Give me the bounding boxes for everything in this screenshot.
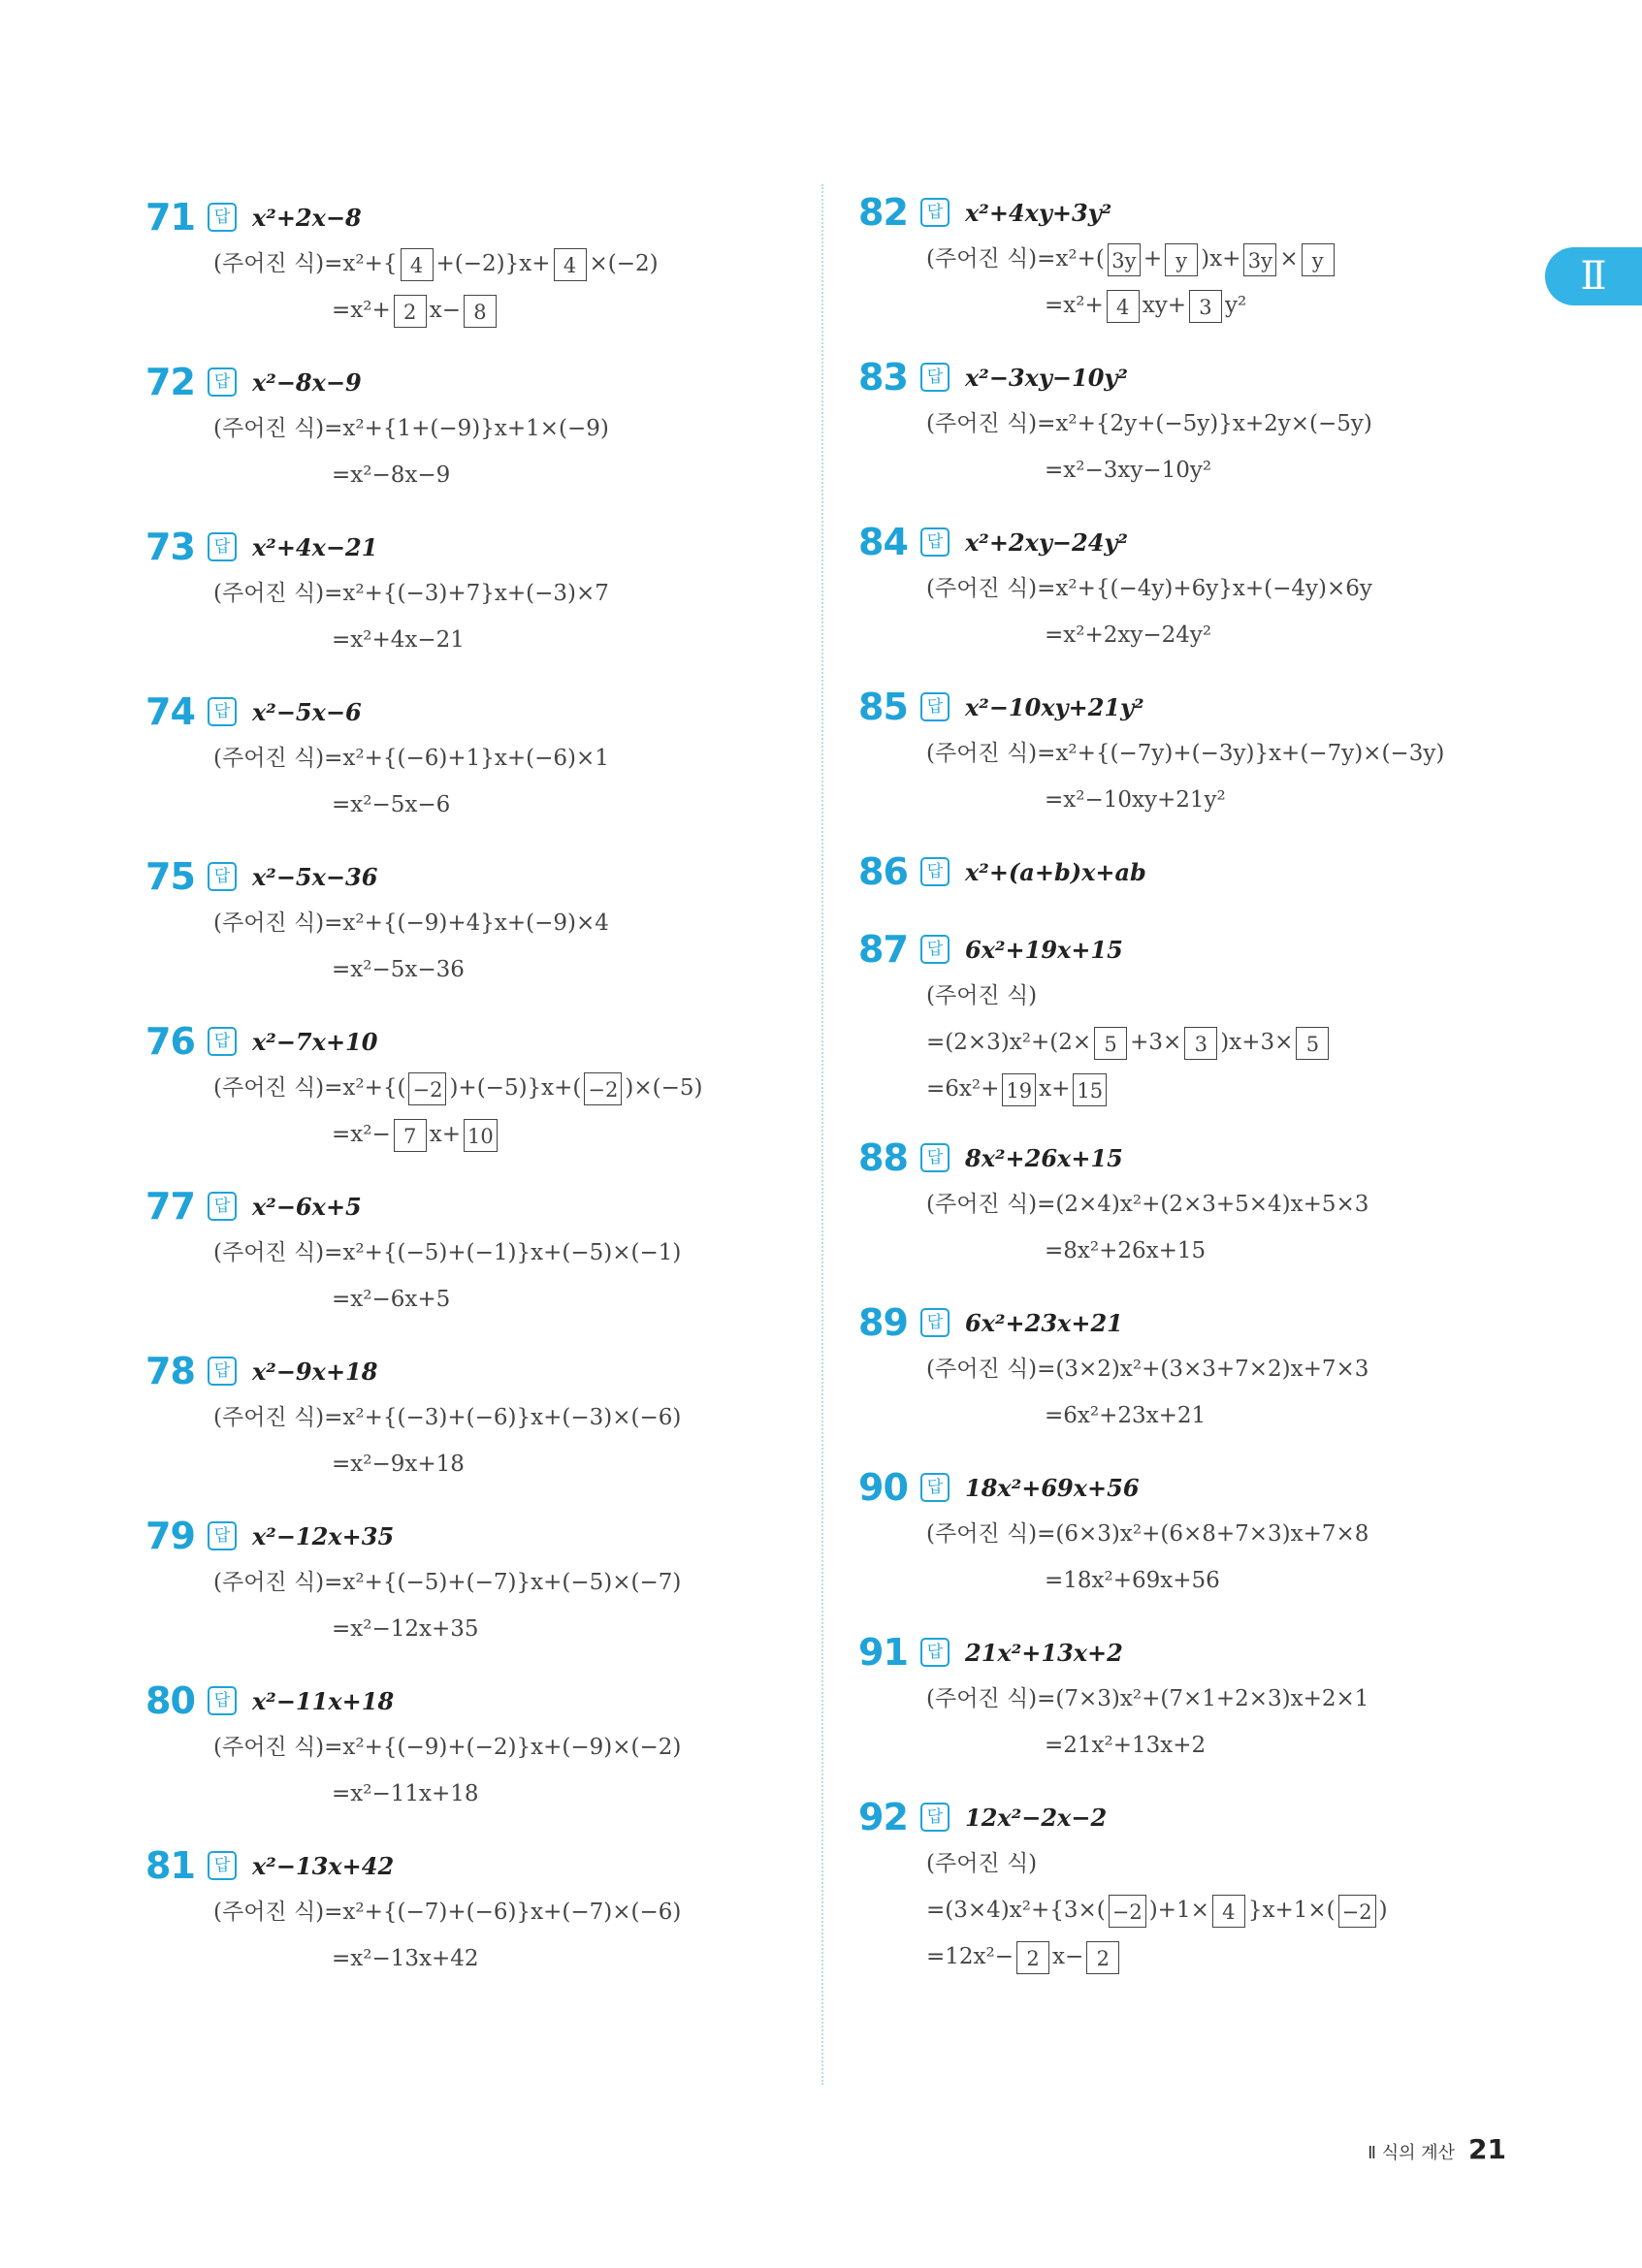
expression-text: =x²−10xy+21y² [1045,787,1226,813]
answer-text: 8x²+26x+15 [965,1143,1123,1172]
problem-number: 78 [145,1350,195,1392]
answer-text: x²+2x−8 [252,203,362,232]
solution-line [858,777,1557,823]
problem-header [858,1629,1557,1676]
answer-icon: 답 [920,363,950,392]
answer-box: 4 [1107,290,1140,323]
expression-text: =12x²− [926,1944,1014,1969]
problem-81 [145,1842,805,1982]
problem-82 [858,189,1557,329]
expression-text: (주어진 식)=(2×4)x²+(2×3+5×4)x+5×3 [926,1192,1369,1217]
expression-text: =x²−13x+42 [332,1946,479,1971]
answer-box: 8 [464,295,497,328]
expression-text: (주어진 식)=x²+{(−7)+(−6)}x+(−7)×(−6) [213,1900,682,1925]
answer-icon: 답 [208,1686,237,1715]
solution-line [858,1181,1557,1228]
expression-text: =x²+2xy−24y² [1045,623,1212,648]
solution-line [858,1676,1557,1722]
expression-text: )x+3× [1220,1030,1294,1055]
answer-text: x²−5x−36 [252,862,378,891]
problem-92 [858,1794,1557,1980]
answer-text: x²−8x−9 [252,367,362,397]
page-footer [1368,2133,1506,2165]
solution-line [145,782,805,828]
problem-header [145,688,805,735]
answer-text: 12x²−2x−2 [965,1803,1108,1832]
expression-text: (주어진 식)=x²+{ [213,251,398,276]
answer-icon: 답 [920,935,950,964]
answer-box: y [1302,243,1335,276]
answer-icon: 답 [208,1027,237,1056]
expression-text: =x²−6x+5 [332,1287,451,1312]
solution-line [858,1887,1557,1933]
problem-number: 83 [858,356,908,399]
problem-84 [858,519,1557,658]
expression-text: (주어진 식)=(6×3)x²+(6×8+7×3)x+7×8 [926,1521,1369,1547]
solution-line [858,1066,1557,1112]
expression-text: =x²+ [332,298,391,323]
expression-text: =x²−9x+18 [332,1452,465,1477]
solution-line [858,1392,1557,1439]
solution-line [145,1935,805,1982]
expression-text: =x²+4x−21 [332,627,465,653]
answer-icon: 답 [208,1192,237,1221]
problem-71 [145,194,805,334]
answer-box: 19 [1002,1073,1036,1106]
expression-text: x+ [1039,1076,1071,1102]
problem-number: 85 [858,686,908,728]
problem-78 [145,1348,805,1487]
expression-text: ) [1378,1898,1388,1923]
expression-text: }x+1×( [1247,1898,1336,1923]
solution-line [145,1771,805,1817]
answer-box: 7 [394,1119,427,1152]
solution-line [145,1065,805,1111]
expression-text: x− [429,298,461,323]
solution-line [858,1346,1557,1392]
solution-line [145,1394,805,1441]
answer-icon: 답 [920,1473,950,1502]
problem-number: 87 [858,928,908,971]
answer-box: 4 [401,248,434,281]
expression-text: )x+ [1201,246,1241,272]
problem-87 [858,926,1557,1112]
answer-icon: 답 [920,1803,950,1832]
problem-header [858,519,1557,565]
problem-90 [858,1464,1557,1604]
problem-number: 89 [858,1301,908,1344]
problem-number: 79 [145,1515,195,1557]
problem-74 [145,688,805,828]
solution-line [145,1889,805,1935]
expression-text: (주어진 식)=x²+{(−6)+1}x+(−6)×1 [213,746,609,771]
answer-icon: 답 [920,1143,950,1172]
solution-line [858,1511,1557,1557]
solution-line [145,1111,805,1158]
problem-header [858,1464,1557,1511]
problem-header [145,1677,805,1724]
problem-79 [145,1513,805,1652]
problem-85 [858,684,1557,823]
solution-line [145,735,805,782]
expression-text: =8x²+26x+15 [1045,1238,1207,1263]
answer-box: −2 [408,1072,446,1105]
problem-header [858,926,1557,973]
expression-text: =18x²+69x+56 [1045,1568,1220,1593]
problem-header [858,684,1557,730]
answer-box: 5 [1094,1027,1127,1060]
expression-text: (주어진 식)=x²+{2y+(−5y)}x+2y×(−5y) [926,411,1372,436]
solution-line [858,565,1557,612]
expression-text: =21x²+13x+2 [1045,1733,1207,1758]
problem-header [145,359,805,405]
expression-text: =x²−5x−6 [332,792,451,817]
answer-text: x²−12x+35 [252,1521,395,1550]
expression-text: (주어진 식)=x²+{(−5)+(−7)}x+(−5)×(−7) [213,1570,682,1595]
solution-line [858,1840,1557,1887]
answer-icon: 답 [920,857,950,886]
answer-box: 10 [464,1119,498,1152]
solution-line [145,617,805,663]
answer-box: 4 [1212,1895,1245,1928]
problem-number: 86 [858,850,908,893]
answer-box: 3y [1243,243,1276,276]
answer-box: 15 [1073,1073,1107,1106]
problem-77 [145,1183,805,1323]
expression-text: × [1279,246,1299,272]
answer-icon: 답 [208,697,237,726]
problem-header [145,853,805,900]
answer-text: x²−3xy−10y² [965,363,1128,392]
problem-number: 75 [145,855,195,898]
problem-number: 88 [858,1136,908,1179]
expression-text: (주어진 식)=x²+{(−9)+(−2)}x+(−9)×(−2) [213,1735,682,1760]
answer-box: 3 [1189,290,1222,323]
problem-91 [858,1629,1557,1769]
solution-line [858,730,1557,777]
answer-box: −2 [584,1072,622,1105]
expression-text: (주어진 식)=x²+{(−4y)+6y}x+(−4y)×6y [926,576,1372,601]
solution-line [858,282,1557,329]
answer-box: 2 [1016,1941,1049,1974]
solution-line [858,236,1557,282]
expression-text: (주어진 식)=x²+{(−3)+(−6)}x+(−3)×(−6) [213,1405,682,1430]
answer-text: x²+(a+b)x+ab [965,857,1146,886]
expression-text: =x²−5x−36 [332,957,465,982]
answer-icon: 답 [920,1308,950,1337]
answer-text: 21x²+13x+2 [965,1638,1123,1667]
problem-number: 74 [145,690,195,733]
answer-icon: 답 [208,367,237,397]
solution-line [145,946,805,993]
problem-number: 91 [858,1631,908,1674]
problem-header [858,189,1557,236]
problem-number: 77 [145,1185,195,1228]
expression-text: (주어진 식)=(7×3)x²+(7×1+2×3)x+2×1 [926,1686,1369,1711]
problem-number: 80 [145,1679,195,1722]
problem-header [145,1018,805,1065]
answer-box: 2 [394,295,427,328]
expression-text: (주어진 식) [926,1851,1038,1876]
problem-header [145,194,805,240]
expression-text: =x²−11x+18 [332,1781,479,1806]
column-divider [821,184,823,2085]
problem-number: 73 [145,526,195,568]
solution-line [145,287,805,334]
expression-text: (주어진 식)=x²+{(−3)+7}x+(−3)×7 [213,581,609,606]
answer-text: 6x²+19x+15 [965,935,1123,964]
solution-line [858,1228,1557,1274]
answer-box: −2 [1338,1895,1376,1928]
solution-line [858,1722,1557,1769]
answer-box: −2 [1109,1895,1146,1928]
solution-line [858,1557,1557,1604]
solution-line [858,612,1557,658]
answer-text: x²−13x+42 [252,1851,395,1880]
expression-text: +(−2)}x+ [435,251,551,276]
expression-text: =6x²+23x+21 [1045,1403,1207,1428]
answer-icon: 답 [920,692,950,721]
expression-text: (주어진 식) [926,983,1038,1008]
problem-73 [145,524,805,663]
answer-text: 6x²+23x+21 [965,1308,1123,1337]
problem-header [858,354,1557,400]
answer-text: x²+4x−21 [252,532,378,561]
problem-header [858,848,1557,895]
expression-text: (주어진 식)=x²+{(−7y)+(−3y)}x+(−7y)×(−3y) [926,741,1445,766]
footer-section: Ⅱ 식의 계산 [1368,2143,1456,2163]
solution-line [145,1559,805,1606]
problem-header [145,1183,805,1230]
expression-text: x− [1052,1944,1084,1969]
problem-header [145,1348,805,1394]
answer-icon: 답 [920,198,950,227]
solution-line [858,973,1557,1019]
problem-header [858,1794,1557,1840]
problem-header [858,1134,1557,1181]
solution-line [145,1441,805,1487]
problem-88 [858,1134,1557,1274]
answer-text: x²−7x+10 [252,1027,378,1056]
problem-header [145,524,805,570]
expression-text: =x²+ [1045,293,1104,318]
problem-number: 82 [858,191,908,234]
solution-line [858,1019,1557,1066]
solution-line [858,447,1557,494]
problem-75 [145,853,805,993]
expression-text: (주어진 식)=x²+{( [213,1075,406,1101]
expression-text: +3× [1130,1030,1182,1055]
problem-83 [858,354,1557,494]
expression-text: =6x²+ [926,1076,1000,1102]
answer-text: x²−5x−6 [252,697,362,726]
expression-text: (주어진 식)=x²+{(−9)+4}x+(−9)×4 [213,910,609,936]
answer-box: y [1165,243,1198,276]
answer-icon: 답 [208,532,237,561]
expression-text: y² [1224,293,1247,318]
solution-line [858,1933,1557,1980]
problem-header [145,1842,805,1889]
answer-icon: 답 [208,1521,237,1550]
answer-icon: 답 [208,203,237,232]
solution-line [145,240,805,287]
problem-number: 84 [858,521,908,563]
answer-box: 3y [1108,243,1141,276]
answer-box: 3 [1184,1027,1217,1060]
expression-text: =x²− [332,1122,391,1147]
answer-box: 4 [554,248,587,281]
problem-76 [145,1018,805,1158]
expression-text: =(2×3)x²+(2× [926,1030,1092,1055]
expression-text: =(3×4)x²+{3×( [926,1898,1106,1923]
expression-text: )×(−5) [625,1075,703,1101]
expression-text: =x²−12x+35 [332,1616,479,1642]
expression-text: ×(−2) [589,251,659,276]
expression-text: )+1× [1148,1898,1209,1923]
solution-line [145,900,805,946]
solution-line [145,405,805,452]
answer-box: 5 [1296,1027,1329,1060]
answer-text: 18x²+69x+56 [965,1473,1140,1502]
expression-text: xy+ [1142,293,1186,318]
answer-icon: 답 [208,862,237,891]
solution-line [145,1606,805,1652]
answer-box: 2 [1086,1941,1119,1974]
expression-text: =x²−8x−9 [332,463,451,488]
problem-86 [858,848,1557,895]
problem-header [145,1513,805,1559]
problem-header [858,1299,1557,1346]
answer-text: x²−9x+18 [252,1357,378,1386]
problem-72 [145,359,805,498]
problem-number: 90 [858,1466,908,1509]
problem-number: 76 [145,1020,195,1063]
page-number: 21 [1468,2133,1506,2165]
chapter-tab: Ⅱ [1545,247,1642,305]
solution-line [145,570,805,617]
expression-text: =x²−3xy−10y² [1045,458,1212,483]
problem-number: 71 [145,196,195,239]
problem-number: 81 [145,1844,195,1887]
expression-text: (주어진 식)=(3×2)x²+(3×3+7×2)x+7×3 [926,1357,1369,1382]
answer-text: x²−6x+5 [252,1192,362,1221]
solution-line [145,1724,805,1771]
expression-text: (주어진 식)=x²+{1+(−9)}x+1×(−9) [213,416,609,441]
solution-line [145,1276,805,1323]
solution-line [145,452,805,498]
expression-text: (주어진 식)=x²+( [926,246,1105,272]
answer-icon: 답 [920,1638,950,1667]
problem-80 [145,1677,805,1817]
expression-text: + [1143,246,1163,272]
problem-number: 72 [145,361,195,403]
solution-line [145,1230,805,1276]
answer-text: x²−11x+18 [252,1686,395,1715]
problem-89 [858,1299,1557,1439]
answer-icon: 답 [208,1357,237,1386]
answer-text: x²+2xy−24y² [965,527,1128,557]
expression-text: )+(−5)}x+( [449,1075,582,1101]
answer-icon: 답 [920,527,950,557]
problem-number: 92 [858,1796,908,1838]
answer-text: x²−10xy+21y² [965,692,1144,721]
answer-icon: 답 [208,1851,237,1880]
solution-line [858,400,1557,447]
expression-text: (주어진 식)=x²+{(−5)+(−1)}x+(−5)×(−1) [213,1240,682,1265]
answer-text: x²+4xy+3y² [965,198,1112,227]
expression-text: x+ [429,1122,461,1147]
